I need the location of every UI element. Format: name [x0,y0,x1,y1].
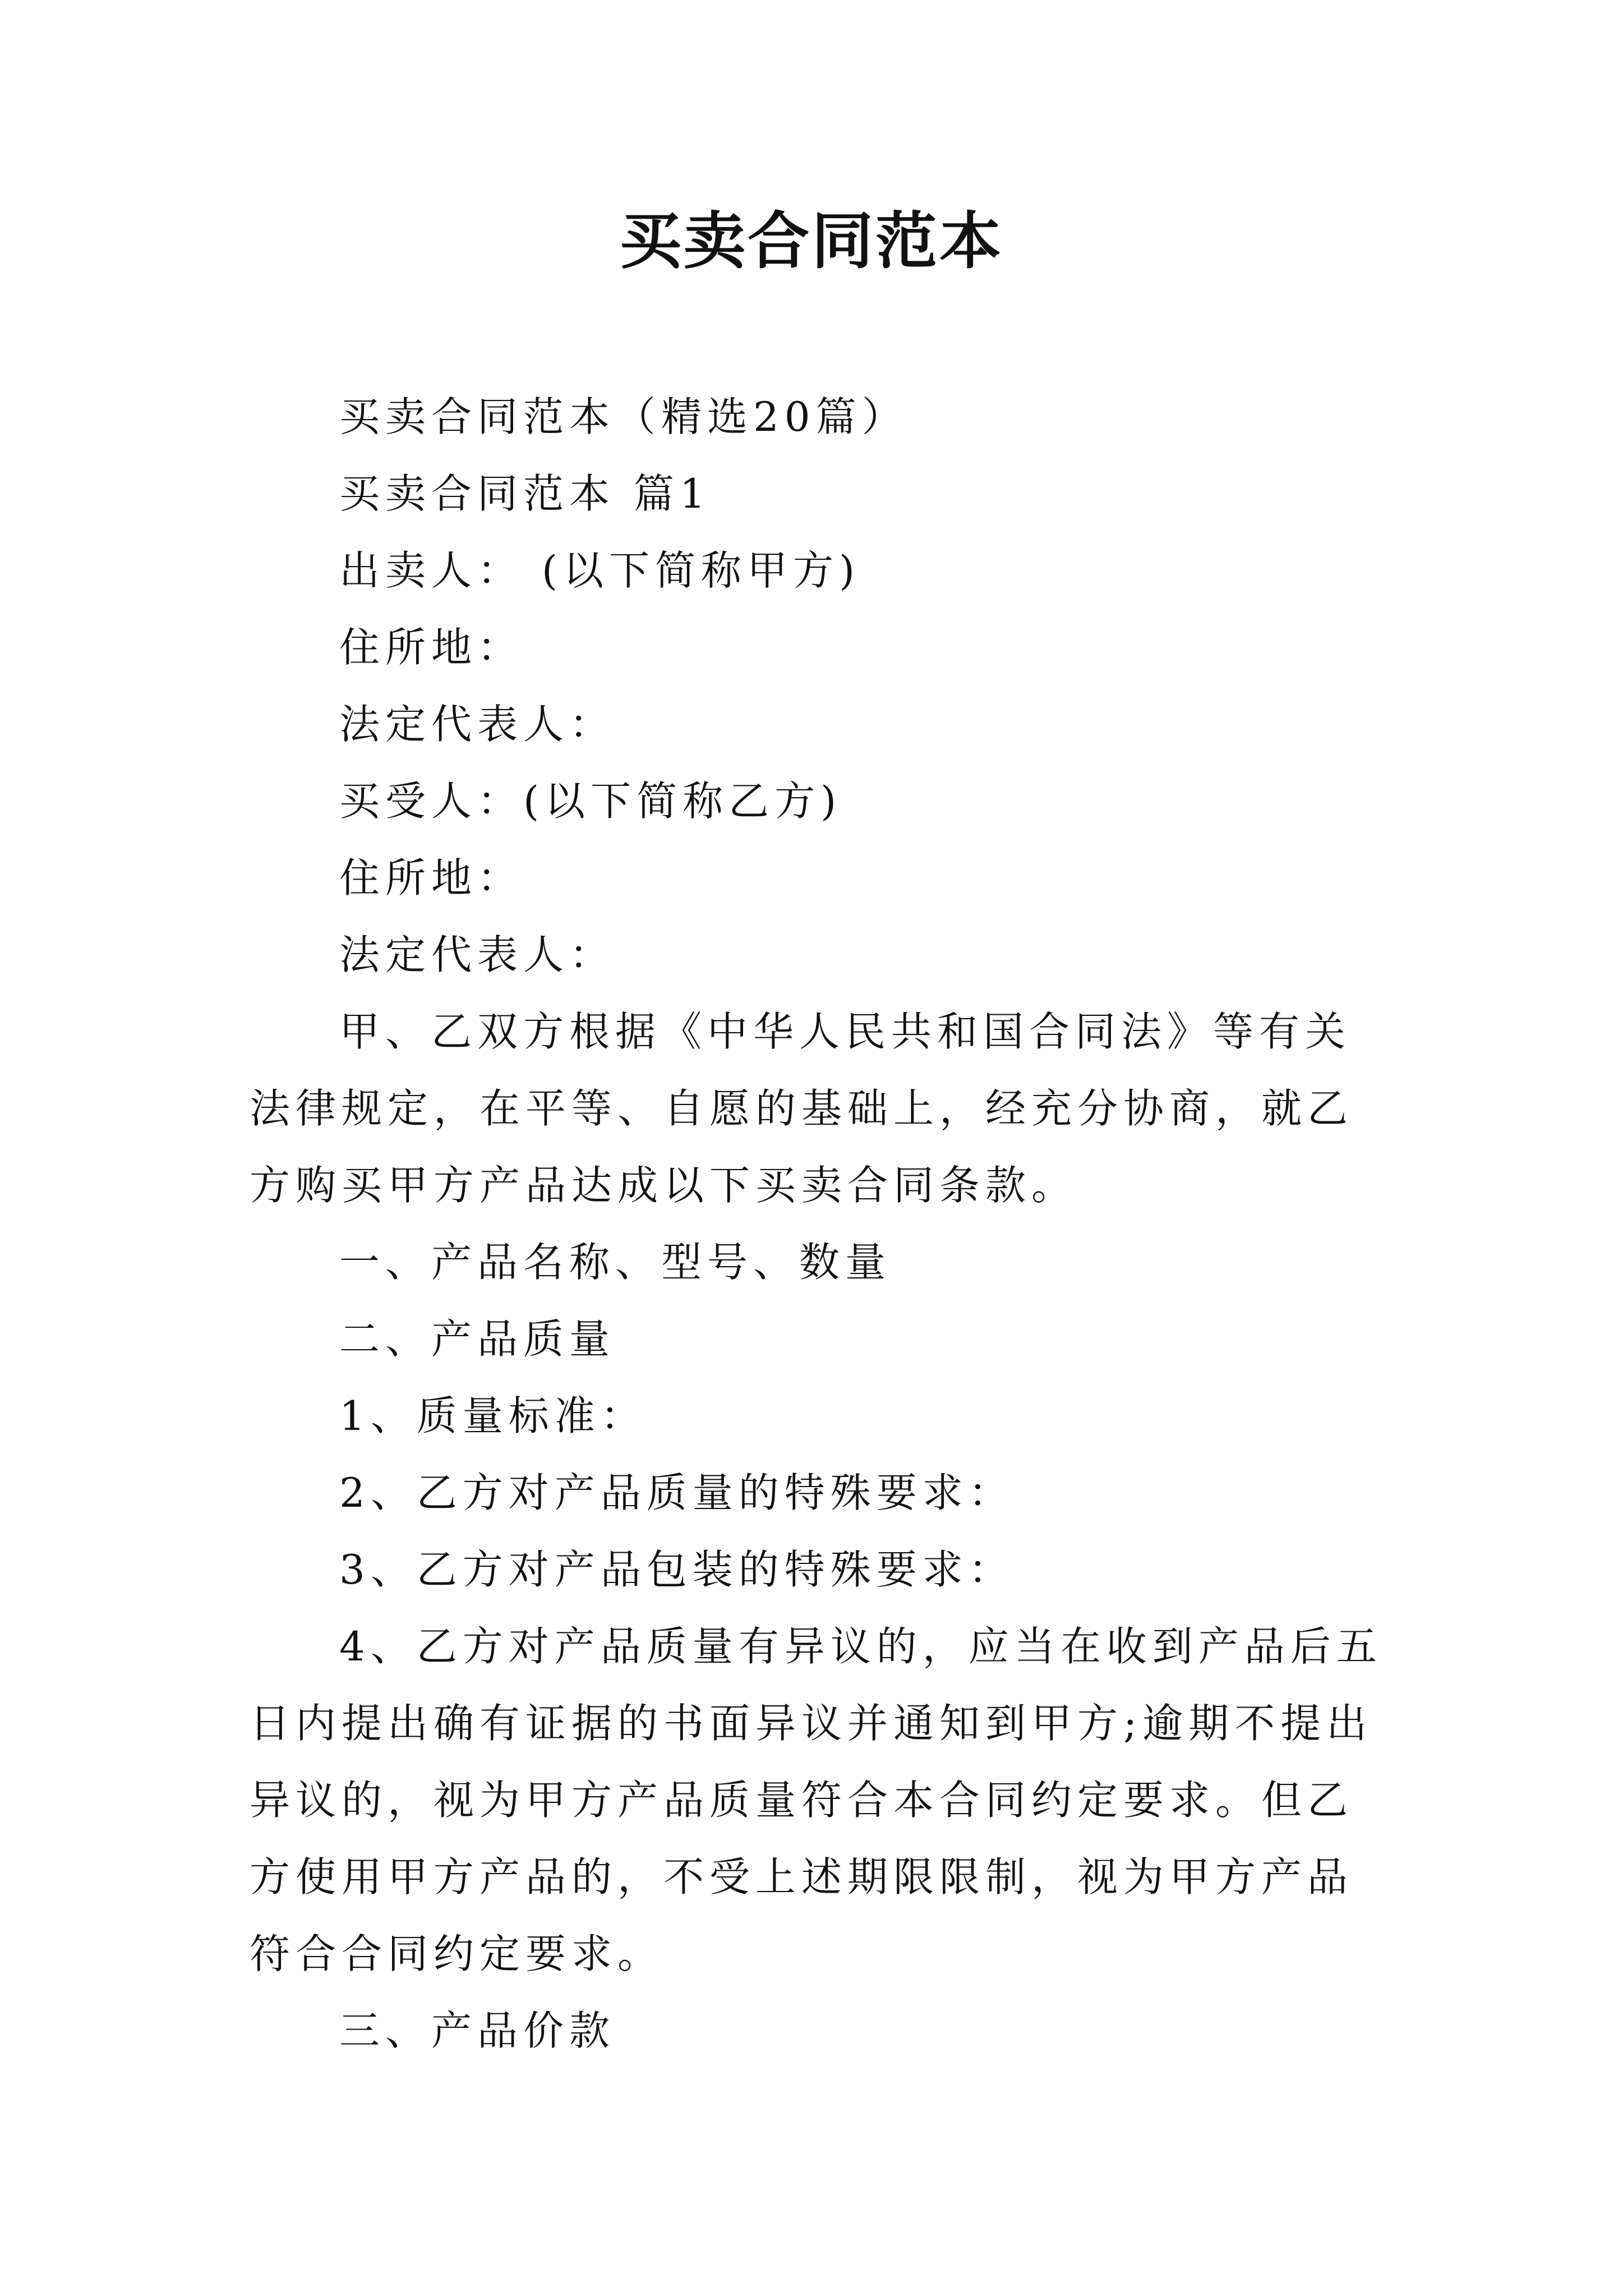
paragraph-seller-address: 住所地： [339,624,524,671]
paragraph-seller-legal-rep: 法定代表人： [339,701,616,748]
paragraph-item-1: 1、质量标准： [339,1392,647,1439]
paragraph-seller: 出卖人： (以下简称甲方) [339,547,861,594]
paragraph-preamble: 甲、乙双方根据《中华人民共和国合同法》等有关法律规定，在平等、自愿的基础上，经充分协商，就乙方购买甲方产品达成以下买卖合同条款。 [250,1008,1354,1209]
paragraph-subtitle: 买卖合同范本（精选20篇） [339,393,908,440]
paragraph-item-4: 4、乙方对产品质量有异议的，应当在收到产品后五日内提出确有证据的书面异议并通知到甲方;逾期不提出异议的，视为甲方产品质量符合本合同约定要求。但乙方使用甲方产品的，不受上述期限限制，视为甲方产品符合合同约定要求。 [250,1623,1382,1977]
paragraph-clause-1: 一、产品名称、型号、数量 [339,1239,892,1286]
paragraph-clause-2: 二、产品质量 [339,1315,616,1363]
paragraph-item-2: 2、乙方对产品质量的特殊要求： [339,1469,1015,1516]
paragraph-item-3: 3、乙方对产品包装的特殊要求： [339,1546,1015,1593]
paragraph-buyer: 买受人：(以下简称乙方) [339,777,842,825]
paragraph-clause-3: 三、产品价款 [339,2007,616,2054]
document-title: 买卖合同范本 [620,205,1003,277]
paragraph-buyer-legal-rep: 法定代表人： [339,931,616,978]
document-body [250,379,1391,2069]
paragraph-section-title: 买卖合同范本 篇1 [339,470,711,517]
paragraph-buyer-address: 住所地： [339,854,524,901]
